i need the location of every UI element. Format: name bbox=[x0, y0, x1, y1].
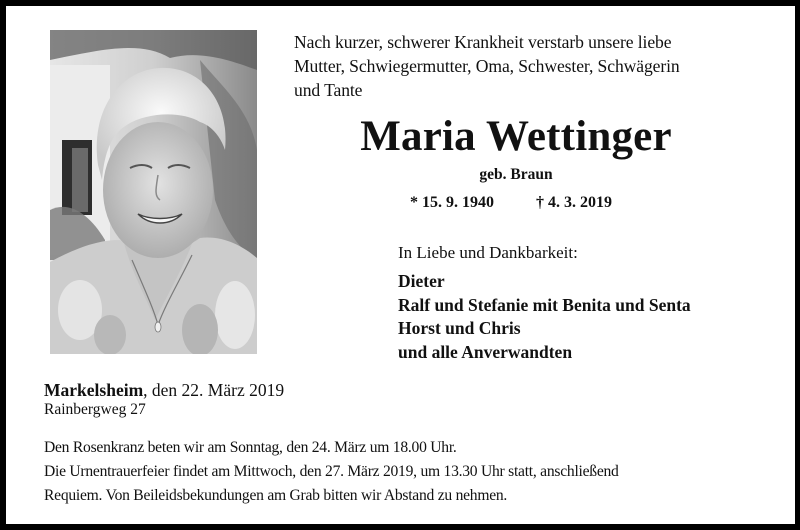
birth-date: * 15. 9. 1940 bbox=[410, 194, 494, 211]
mourner-entry: Horst und Chris bbox=[398, 318, 521, 338]
service-notice bbox=[44, 436, 784, 508]
mourner-entry: und alle Anverwandten bbox=[398, 341, 573, 362]
address: Rainbergweg 27 bbox=[44, 401, 146, 418]
mourners-list bbox=[398, 270, 691, 364]
maiden-name: geb. Braun bbox=[479, 166, 553, 183]
notice-date: , den 22. März 2019 bbox=[143, 380, 285, 400]
deceased-name: Maria Wettinger bbox=[360, 113, 672, 160]
life-dates bbox=[410, 192, 730, 214]
mourner-entry: Ralf und Stefanie mit Benita und Senta bbox=[398, 294, 691, 315]
notice-line: Die Urnentrauerfeier findet am Mittwoch, den 27. März 2019, um 13.30 Uhr statt, anschließend bbox=[44, 463, 619, 480]
portrait-photo bbox=[50, 30, 257, 354]
portrait-image bbox=[50, 30, 257, 354]
death-date: † 4. 3. 2019 bbox=[536, 194, 612, 211]
intro-line: Nach kurzer, schwerer Krankheit verstarb unsere liebe bbox=[294, 32, 672, 52]
notice-line: Requiem. Von Beileidsbekundungen am Grab bitten wir Abstand zu nehmen. bbox=[44, 487, 508, 504]
thanks-label: In Liebe und Dankbarkeit: bbox=[398, 243, 578, 262]
town-name: Markelsheim bbox=[44, 380, 144, 400]
notice-line: Den Rosenkranz beten wir am Sonntag, den 24. März um 18.00 Uhr. bbox=[44, 439, 457, 456]
intro-text bbox=[294, 30, 774, 102]
mourner-entry: Dieter bbox=[398, 271, 445, 291]
place-and-date bbox=[44, 379, 284, 401]
intro-line: Mutter, Schwiegermutter, Oma, Schwester, Schwägerin bbox=[294, 56, 680, 76]
intro-line: und Tante bbox=[294, 80, 363, 100]
